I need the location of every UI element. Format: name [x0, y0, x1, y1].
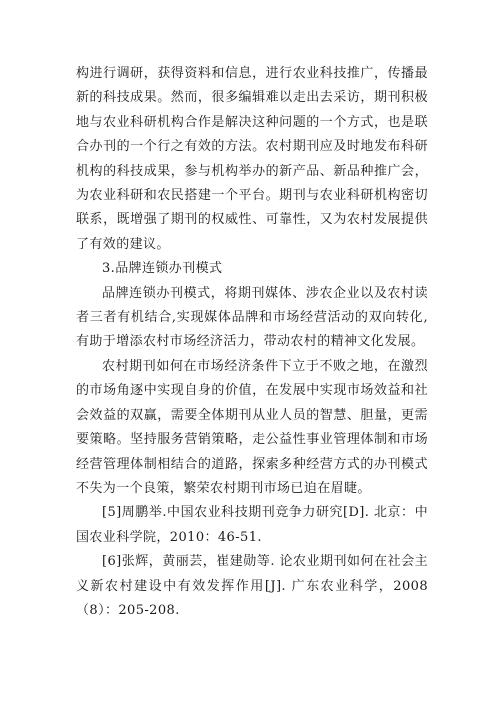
paragraph-cooperation-continued: 构进行调研，获得资料和信息，进行农业科技推广，传播最新的科技成果。然而，很多编辑难以走出去采访，期刊积极地与农业科研机构合作是解决这种问题的一个方式，也是联合办刊的一个行之有效的方法。农村期刊应及时地发布科研机构的科技成果，参与机构举办的新产品、新品种推广会，为农业科研和农民搭建一个平台。期刊与农业科研机构密切联系，既增强了期刊的权威性、可靠性，又为农村发展提供了有效的建议。	[76, 66, 428, 252]
paragraph-conclusion: 农村期刊如何在市场经济条件下立于不败之地，在激烈的市场角逐中实现自身的价值，在发展中实现市场效益和社会效益的双赢，需要全体期刊从业人员的智慧、胆量，更需要策略。坚持服务营销策略，走公益性事业管理体制和市场经营管理体制相结合的道路，探索多种经营方式的办刊模式不失为一个良策，繁荣农村期刊市场已迫在眉睫。	[76, 358, 428, 496]
paragraph-brand-chain: 品牌连锁办刊模式，将期刊媒体、涉农企业以及农村读者三者有机结合,实现媒体品牌和市场经营活动的双向转化,有助于增添农村市场经济活力，带动农村的精神文化发展。	[76, 285, 428, 350]
reference-item-6: [6]张辉，黄丽芸，崔建勋等. 论农业期刊如何在社会主义新农村建设中有效发挥作用[J]. 广东农业科学，2008（8）：205-208.	[76, 554, 428, 618]
document-page	[76, 62, 428, 623]
reference-item-5: [5]周鹏举.中国农业科技期刊竞争力研究[D]. 北京：中国农业科学院，2010：46-51.	[76, 505, 428, 545]
section-heading-brand-chain: 3.品牌连锁办刊模式	[102, 261, 223, 277]
